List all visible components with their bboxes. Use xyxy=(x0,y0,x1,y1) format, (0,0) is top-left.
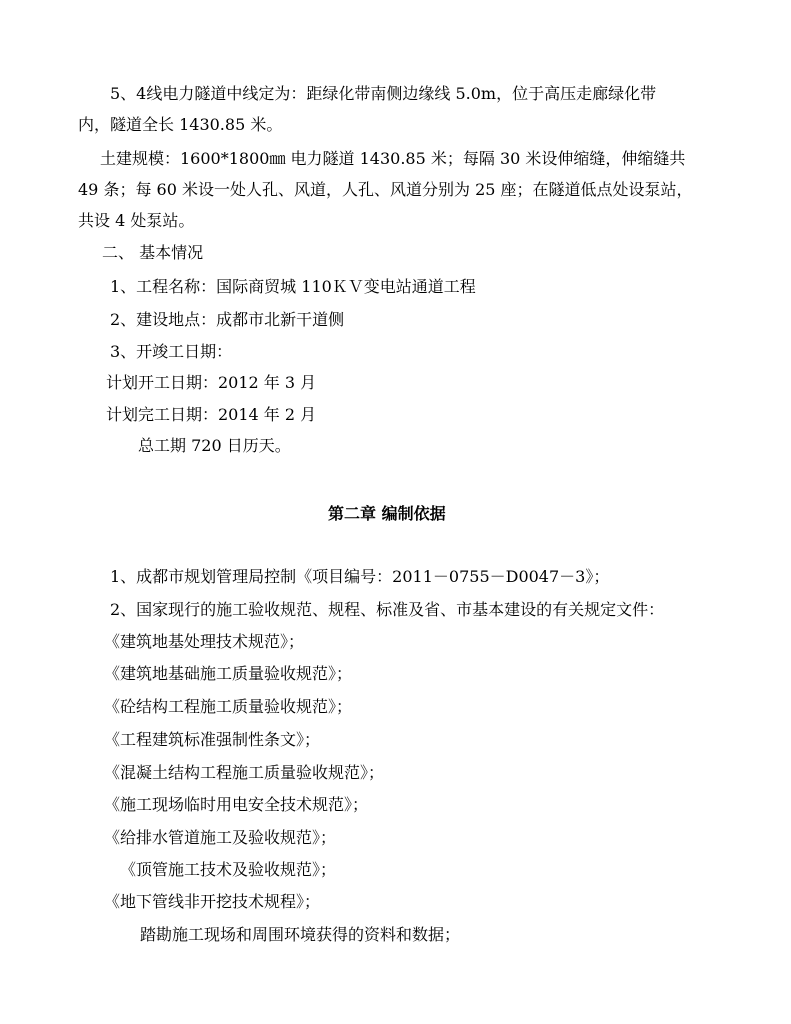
reference-item: 《施工现场临时用电安全技术规范》； xyxy=(104,795,369,814)
info-item: 1、工程名称：国际商贸城 110ＫＶ变电站通道工程 xyxy=(110,277,476,296)
reference-item: 《混凝土结构工程施工质量验收规范》； xyxy=(104,763,385,782)
info-item: 计划完工日期：2014 年 2 月 xyxy=(106,405,317,424)
paragraph-line: 共设 4 处泵站。 xyxy=(78,211,195,230)
reference-item: 《顶管施工技术及验收规范》； xyxy=(120,860,337,879)
info-item: 2、建设地点：成都市北新干道侧 xyxy=(110,310,345,329)
paragraph-line: 5、4线电力隧道中线定为：距绿化带南侧边缘线 5.0m，位于高压走廊绿化带 xyxy=(110,84,657,103)
info-item: 计划开工日期：2012 年 3 月 xyxy=(106,373,317,392)
reference-item: 《砼结构工程施工质量验收规范》； xyxy=(104,697,353,716)
reference-item: 《给排水管道施工及验收规范》； xyxy=(104,828,337,847)
reference-item: 《地下管线非开挖技术规程》； xyxy=(104,892,321,911)
info-item: 总工期 720 日历天。 xyxy=(138,436,291,455)
reference-item: 《建筑地基础施工质量验收规范》； xyxy=(104,664,353,683)
info-item: 3、开竣工日期： xyxy=(110,342,233,361)
basis-item: 2、国家现行的施工验收规范、规程、标准及省、市基本建设的有关规定文件： xyxy=(110,600,665,619)
section-heading: 二、 基本情况 xyxy=(102,243,204,262)
chapter-title: 第二章 编制依据 xyxy=(328,504,446,523)
reference-item: 踏勘施工现场和周围环境获得的资料和数据； xyxy=(140,925,461,944)
reference-item: 《工程建筑标准强制性条文》； xyxy=(104,730,321,749)
paragraph-line: 土建规模：1600*1800㎜ 电力隧道 1430.85 米；每隔 30 米设伸缩缝，伸缩缝共 xyxy=(100,149,686,168)
paragraph-line: 内，隧道全长 1430.85 米。 xyxy=(78,115,283,134)
reference-item: 《建筑地基处理技术规范》； xyxy=(104,632,305,651)
paragraph-line: 49 条；每 60 米设一处人孔、风道，人孔、风道分别为 25 座；在隧道低点处设泵站， xyxy=(78,180,693,199)
basis-item: 1、成都市规划管理局控制《项目编号：2011－0755－D0047－3》； xyxy=(110,567,610,586)
